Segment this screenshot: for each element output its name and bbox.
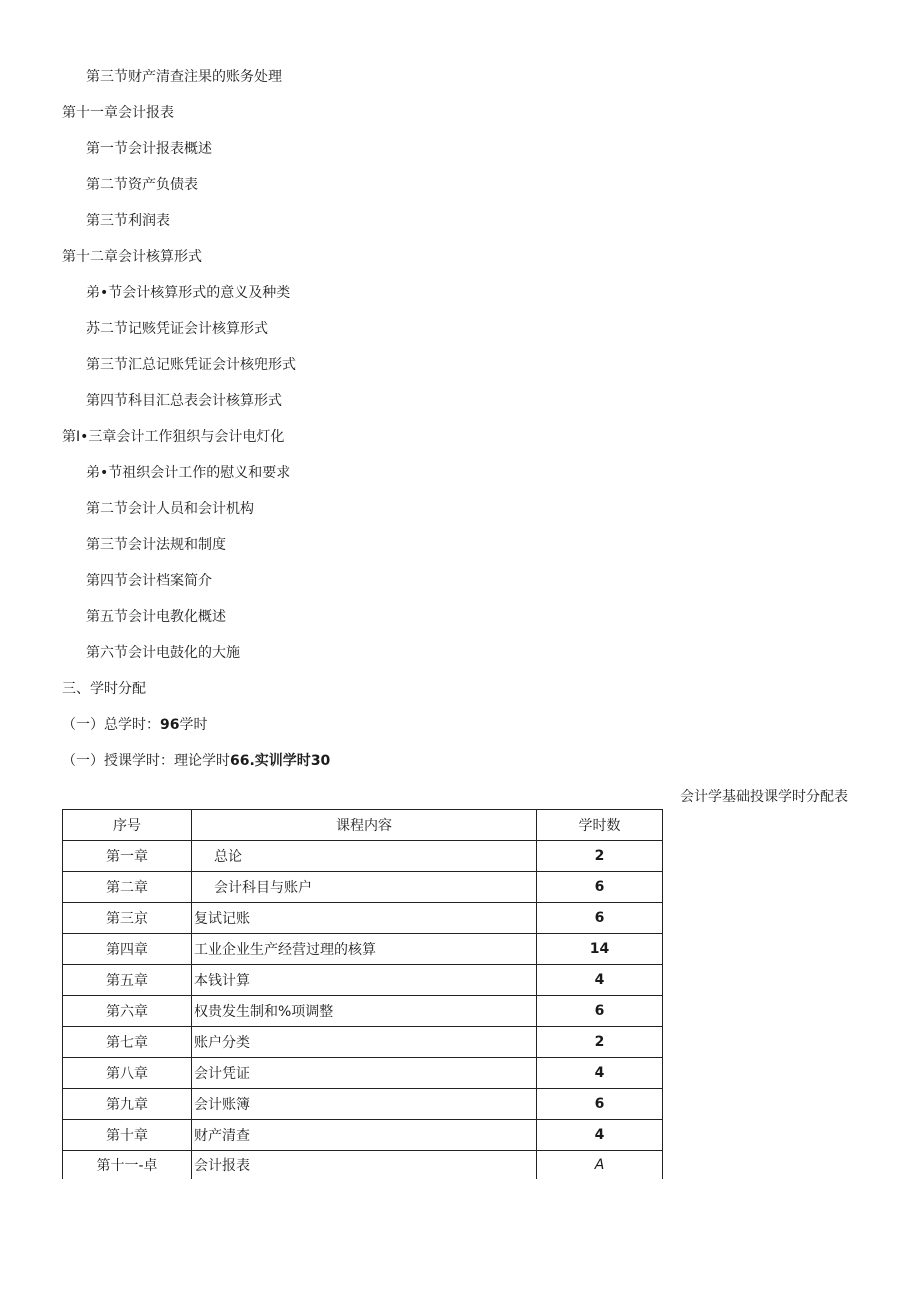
table-row [63,1089,663,1120]
row-hours: 2 [537,1027,663,1058]
row-seq: 第十一-卓 [63,1151,192,1180]
total-hours-value: 96 [160,717,180,733]
table-row [63,903,663,934]
outline-chapter: 第十二章会计核算形式 [62,249,202,265]
row-content: 会计凭证 [192,1058,537,1089]
row-seq: 第六章 [63,996,192,1027]
header-hours: 学时数 [537,810,663,841]
outline-chapter: 第十一章会计报表 [62,105,174,121]
row-hours: 6 [537,996,663,1027]
theory-hours-value: 66 [230,753,250,769]
outline-section: 第五节会计电教化概述 [86,609,226,625]
row-content: 会计报表 [192,1151,537,1180]
row-hours: 4 [537,965,663,996]
table-row [63,934,663,965]
row-seq: 第九章 [63,1089,192,1120]
header-content: 课程内容 [192,810,537,841]
table-caption: 会计学基础投课学时分配表 [680,789,848,805]
outline-section: 第三节利润表 [86,213,170,229]
section-heading: 三、学时分配 [62,681,146,697]
outline-section: 苏二节记赅凭证会计核算形式 [86,321,268,337]
row-seq: 第十章 [63,1120,192,1151]
row-hours: 2 [537,841,663,872]
row-content: 财产清查 [192,1120,537,1151]
row-content: 权贵发生制和%项调整 [192,996,537,1027]
table-row [63,996,663,1027]
row-seq: 第四章 [63,934,192,965]
table-row [63,1058,663,1089]
table-row [63,1120,663,1151]
hours-allocation-table [62,809,663,1179]
outline-section: 第一节会计报表概述 [86,141,212,157]
row-seq: 第八章 [63,1058,192,1089]
table-header-row [63,810,663,841]
row-hours: 4 [537,1058,663,1089]
row-hours: 6 [537,1089,663,1120]
total-hours-line [62,715,207,735]
outline-section: 弟•节会计核算形式的意义及种类 [86,285,291,301]
row-hours: 6 [537,903,663,934]
row-seq: 第一章 [63,841,192,872]
total-hours-label: （一）总学时： [62,717,160,733]
practice-hours-label: .实训学时 [249,753,311,769]
outline-section: 第四节会计档案简介 [86,573,212,589]
row-content: 账户分类 [192,1027,537,1058]
row-hours: 6 [537,872,663,903]
outline-section: 第三节会计法规和制度 [86,537,226,553]
row-content: 本钱计算 [192,965,537,996]
row-seq: 第五章 [63,965,192,996]
outline-section: 第三节汇总记账凭证会计核兜形式 [86,357,296,373]
table-row [63,965,663,996]
outline-chapter: 第I•三章会计工作狙织与会计电灯化 [62,429,285,445]
row-hours: 4 [537,1120,663,1151]
row-seq: 第二章 [63,872,192,903]
row-content: 会计账簿 [192,1089,537,1120]
outline-section: 弟•节祖织会计工作的慰义和要求 [86,465,291,481]
row-hours: A [537,1151,663,1180]
row-hours: 14 [537,934,663,965]
row-content: 会计科目与账户 [192,872,537,903]
outline-section: 第六节会计电鼓化的大施 [86,645,240,661]
row-seq: 第三京 [63,903,192,934]
teaching-hours-line [62,751,330,771]
outline-section: 第三节财产清查注果的账务处理 [86,69,282,85]
practice-hours-value: 30 [310,753,331,769]
header-seq: 序号 [63,810,192,841]
outline-section: 第四节科目汇总表会计核算形式 [86,393,282,409]
row-content: 总论 [192,841,537,872]
table-row [63,872,663,903]
teaching-hours-label: （一）授课学时：理论学时 [62,753,230,769]
row-content: 工业企业生产经营过理的核算 [192,934,537,965]
row-content: 复试记账 [192,903,537,934]
total-hours-unit: 学时 [179,717,208,733]
table-row [63,1151,663,1180]
outline-section: 第二节资产负债表 [86,177,198,193]
table-row [63,841,663,872]
table-row [63,1027,663,1058]
row-seq: 第七章 [63,1027,192,1058]
outline-section: 第二节会计人员和会计机构 [86,501,254,517]
